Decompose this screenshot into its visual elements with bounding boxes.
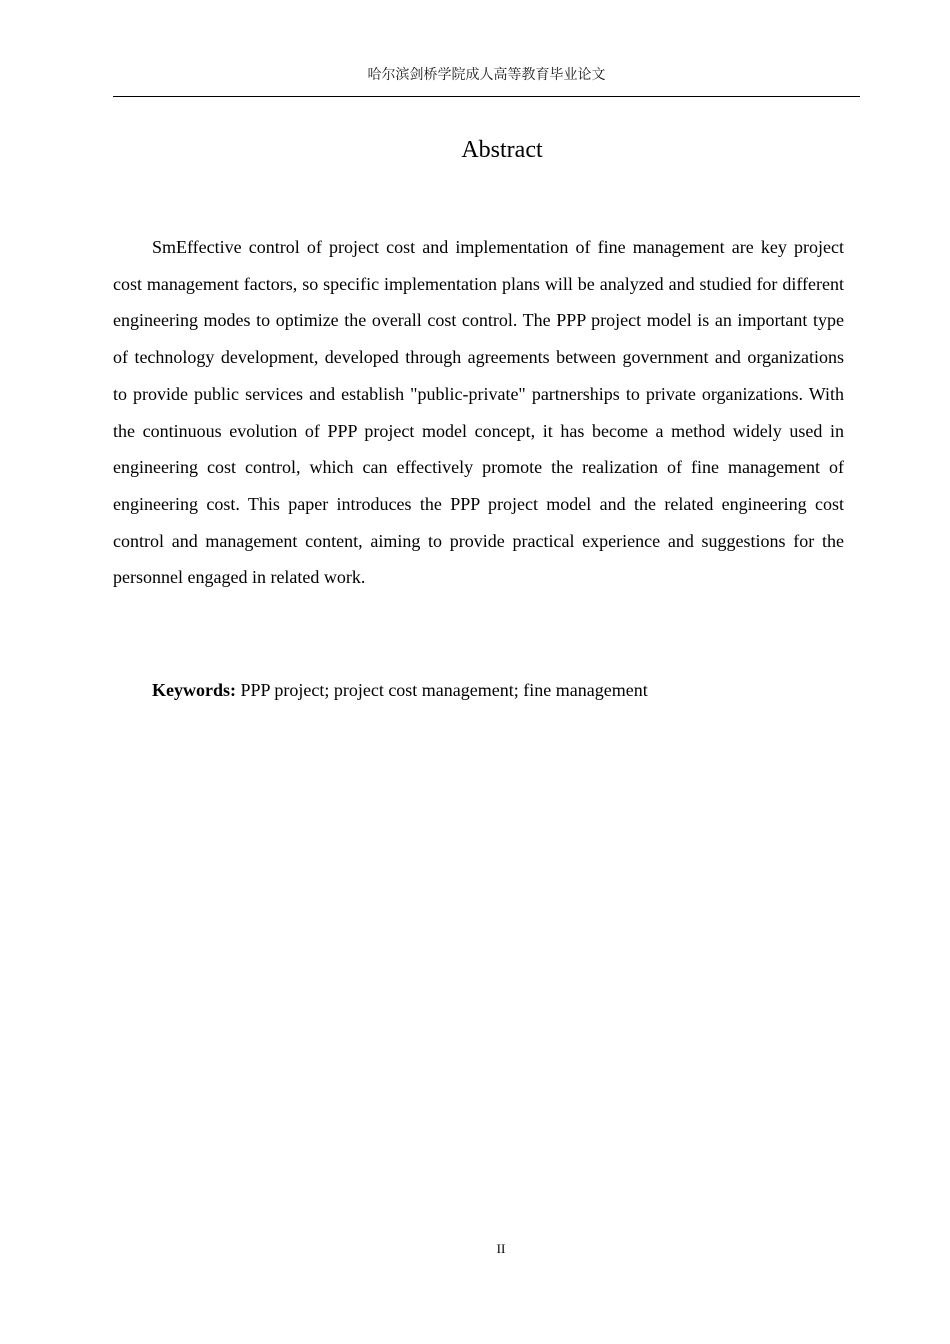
- page-title: Abstract: [461, 137, 543, 163]
- keywords-label: Keywords:: [152, 680, 236, 700]
- header-divider: [113, 96, 860, 97]
- keywords-line: [152, 675, 852, 705]
- abstract-body: SmEffective control of project cost and implementation of fine management are key project cost management factors, so specific implementation plans will be analyzed and studied for different engineering modes to optimize the overall cost control. The PPP project model is an important type of technology development, developed through agreements between government and organizations to provide public services and establish "public-private" partnerships to private organizations. With the continuous evolution of PPP project model concept, it has become a method widely used in engineering cost control, which can effectively promote the realization of fine management of engineering cost. This paper introduces the PPP project model and the related engineering cost control and management content, aiming to provide practical experience and suggestions for the personnel engaged in related work.: [113, 237, 844, 588]
- page-number: II: [496, 1241, 506, 1256]
- page-header: 哈尔滨剑桥学院成人高等教育毕业论文: [367, 68, 606, 83]
- keywords-value: PPP project; project cost management; fine management: [240, 680, 648, 700]
